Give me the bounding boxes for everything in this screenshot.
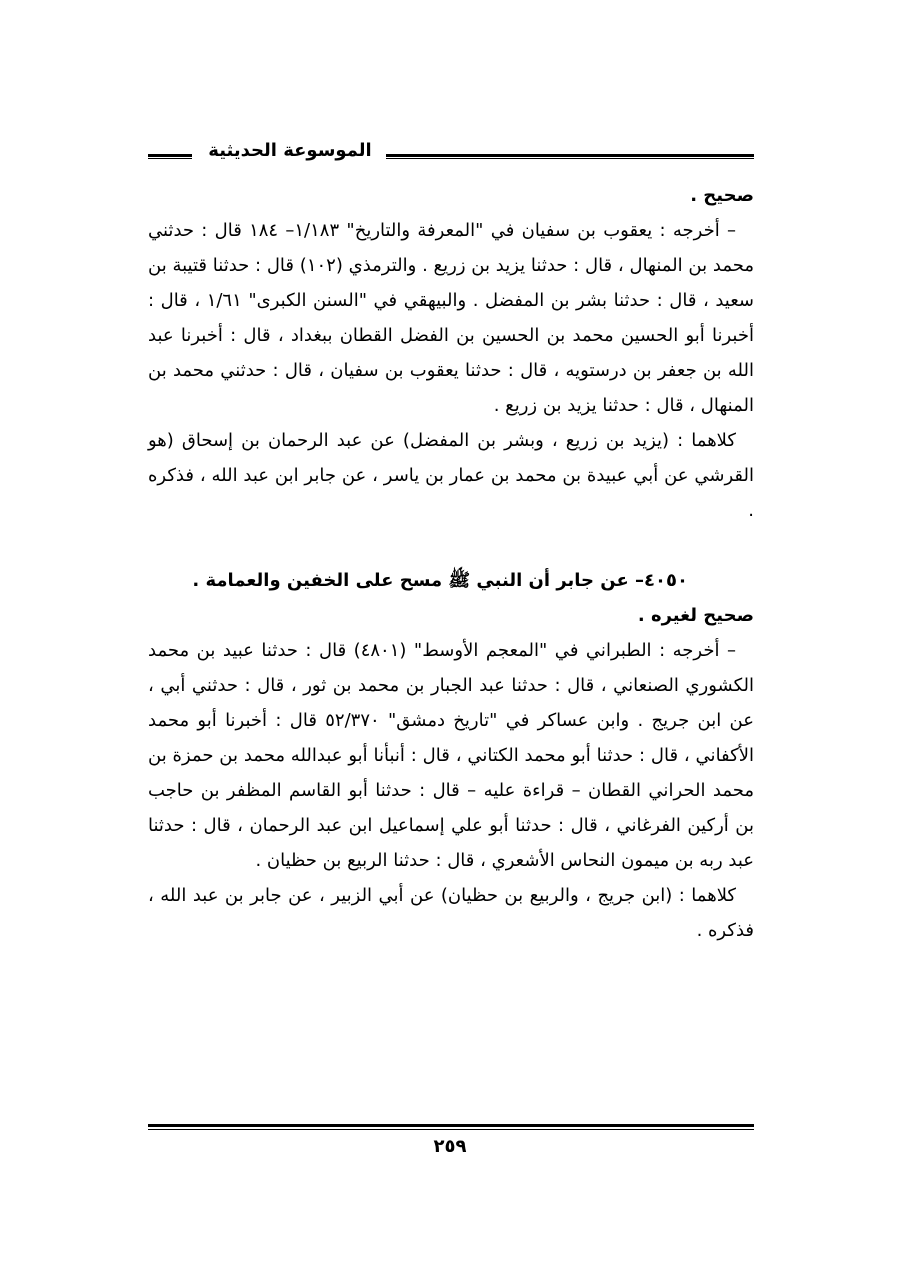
page-number: ٢٥٩ <box>433 1136 467 1157</box>
footer-rule <box>148 1124 754 1130</box>
hadith-grade: صحيح . <box>690 185 754 206</box>
isnad-summary-paragraph: كلاهما : (ابن جريج ، والربيع بن حظيان) عن أبي الزبير ، عن جابر بن عبد الله ، فذكره . <box>148 885 754 941</box>
running-header-title: الموسوعة الحديثية <box>208 140 372 161</box>
header-rule-right <box>386 154 754 159</box>
takhrij-paragraph: – أخرجه : يعقوب بن سفيان في "المعرفة والتاريخ" ١/١٨٣– ١٨٤ قال : حدثني محمد بن المنهال ، قال : حدثنا يزيد بن زريع . والترمذي (١٠٢) قال : حدثنا قتيبة بن سعيد ، قال : حدثنا بشر بن المفضل . والبيهقي في "السنن الكبرى" ١/٦١ ، قال : أخبرنا أبو الحسين محمد بن الحسين بن الفضل القطان ببغداد ، قال : أخبرنا عبد الله بن جعفر بن درستويه ، قال : حدثنا يعقوب بن سفيان ، قال : حدثني محمد بن المنهال ، قال : حدثنا يزيد بن زريع . <box>148 220 755 416</box>
section-spacer <box>148 528 754 563</box>
header-rule-left <box>148 154 192 159</box>
page-body <box>148 178 754 948</box>
hadith-grade: صحيح لغيره . <box>637 605 754 626</box>
isnad-summary-paragraph: كلاهما : (يزيد بن زريع ، وبشر بن المفضل) عن عبد الرحمان بن إسحاق (هو القرشي عن أبي عبيدة بن محمد بن عمار بن ياسر ، عن جابر ابن عبد الله ، فذكره . <box>148 430 754 521</box>
takhrij-paragraph: – أخرجه : الطبراني في "المعجم الأوسط" (٤٨٠١) قال : حدثنا عبيد بن محمد الكشوري الصنعاني ، قال : حدثنا عبد الجبار بن محمد بن ثور ، قال : حدثني أبي ، عن ابن جريج . وابن عساكر في "تاريخ دمشق" ٥٢/٣٧٠ قال : أخبرنا أبو محمد الأكفاني ، قال : حدثنا أبو محمد الكتاني ، قال : أنبأنا أبو عبدالله محمد بن حمزة بن محمد الحراني القطان – قراءة عليه – قال : حدثنا أبو القاسم المظفر بن حاجب بن أركين الفرغاني ، قال : حدثنا أبو علي إسماعيل ابن عبد الرحمان ، قال : حدثنا عبد ربه بن ميمون النحاس الأشعري ، قال : حدثنا الربيع بن حظيان . <box>148 640 754 871</box>
hadith-heading: ٤٠٥٠– عن جابر أن النبي ﷺ مسح على الخفين والعمامة . <box>192 570 688 591</box>
